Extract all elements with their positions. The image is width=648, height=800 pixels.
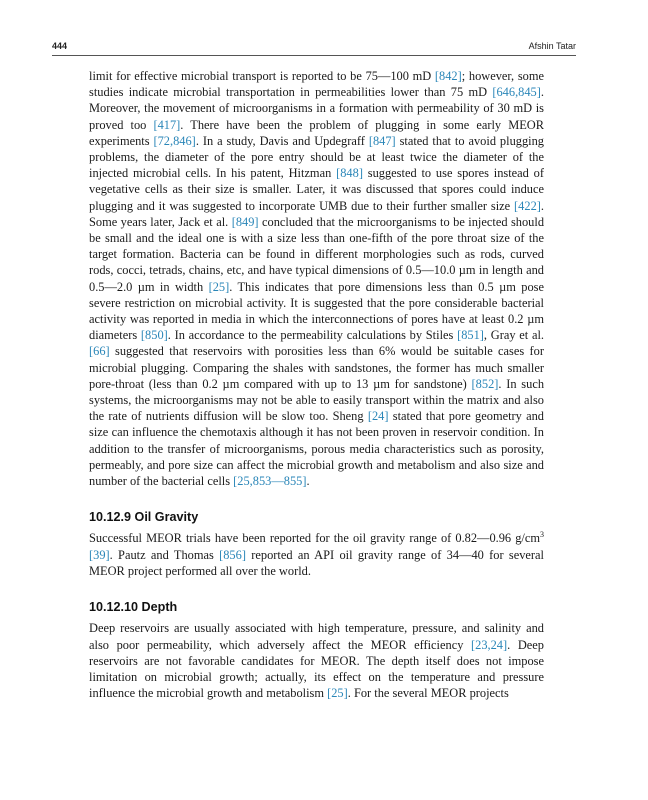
paragraph-depth: Deep reservoirs are usually associated with high temperature, pressure, and salinity and also poor permeability, which adversely affect the MEOR efficiency [23,24]. Deep reservoirs are not favorable candidates for MEOR. The depth itself does not impose limitation on microbial growth; actually, its effect on the temperature and pressure influence the microbial growth and metabolism [25]. For the several MEOR projects xyxy=(89,621,544,701)
citation-link[interactable]: [850] xyxy=(140,328,168,343)
running-author: Afshin Tatar xyxy=(528,41,576,51)
page-number: 444 xyxy=(52,41,68,51)
running-header xyxy=(52,41,576,55)
citation-link[interactable]: [856] xyxy=(219,547,246,562)
paragraph-permeability: limit for effective microbial transport is reported to be 75—100 mD [842]; however, some studies indicate microbial transportation in permeabilities lower than 75 mD [646,845]. Moreover, the movement of microorganisms in a formation with permeability of 30 mD is proved too [417]. There have been the problem of plugging in some early MEOR experiments [72,846]. In a study, Davis and Updegraff [847] stated that to avoid plugging problems, the diameter of the pore entry should be at least twice the diameter of the injected microbial cells. In his patent, Hitzman [848] suggested to use spores instead of vegetative cells as their size is smaller. Later, it was discussed that spores could induce plugging and it was suggested to incorporate UMB due to their further smaller size [422]. Some years later, Jack et al. [849] concluded that the microorganisms to be injected should be small and the ideal one is with a size less than one-fifth of the pore throat size of the target formation. Bacteria can be found in different morphologies such as rods, curved rods, cocci, tetrads, chains, etc, and have typical dimensions of 0.5—10.0 µm in length and 0.5—2.0 µm in width [25]. This indicates that pore dimensions less than 0.5 µm pose severe restriction on microbial activity. It is suggested that the pore considerable bacterial activity was reported in media in which the interconnections of pores have at least 0.2 µm diameters [850]. In accordance to the permeability calculations by Stiles [851], Gray et al. [66] suggested that reservoirs with porosities less than 6% would be suitable cases for microbial plugging. Comparing the shales with sandstones, the former has much smaller pore-throat (less than 0.2 µm compared with up to 13 µm for sandstone) [852]. In such systems, the microorganisms may not be able to easily transport within the matrix and also the rate of nutrients diffusion will be slow too. Sheng [24] stated that pore geometry and size can influence the chemotaxis although it has not been proven in reservoir condition. In addition to the transfer of microorganisms, porous media characteristics such as porosity, permeably, and pore size can affect the microbial growth and metabolism and also size and number of the bacterial cells [25,853—855]. xyxy=(89,69,545,489)
body-text xyxy=(89,68,544,701)
citation-link[interactable]: [39] xyxy=(89,547,110,562)
citation-link[interactable]: [852] xyxy=(471,376,499,391)
citation-link[interactable]: [422] xyxy=(514,198,541,213)
citation-link[interactable]: [849] xyxy=(231,214,259,229)
citation-link[interactable]: [851] xyxy=(457,328,484,343)
citation-link[interactable]: [25] xyxy=(327,686,348,701)
citation-link[interactable]: [417] xyxy=(153,117,181,132)
paragraph-oil-gravity: Successful MEOR trials have been reported for the oil gravity range of 0.82—0.96 $g/cm^3$ [39]. Pautz and Thomas [856] reported an API oil gravity range of 34—40 for several MEOR project performed all over the world. xyxy=(89,530,545,578)
citation-link[interactable]: [23,24] xyxy=(471,637,508,652)
section-heading-oil-gravity: 10.12.9 Oil Gravity xyxy=(89,510,199,525)
citation-link[interactable]: [25] xyxy=(208,279,230,294)
citation-link[interactable]: [72,846] xyxy=(153,133,196,148)
citation-link[interactable]: [847] xyxy=(368,133,396,148)
citation-link[interactable]: [25,853—855] xyxy=(233,474,307,489)
citation-link[interactable]: [646,845] xyxy=(492,85,541,100)
citation-link[interactable]: [24] xyxy=(367,409,389,424)
header-rule xyxy=(52,55,576,56)
citation-link[interactable]: [848] xyxy=(336,166,363,181)
section-heading-depth: 10.12.10 Depth xyxy=(89,600,178,615)
citation-link[interactable]: [66] xyxy=(89,344,110,359)
citation-link[interactable]: [842] xyxy=(434,69,462,83)
